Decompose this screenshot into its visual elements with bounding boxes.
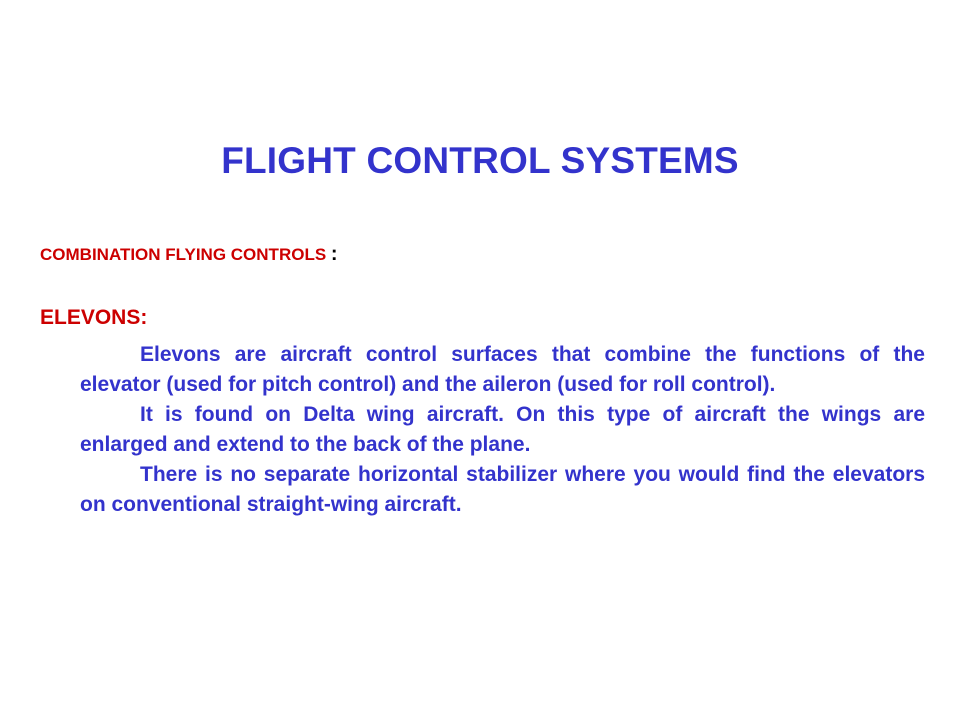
slide-title: FLIGHT CONTROL SYSTEMS (221, 140, 739, 181)
paragraph-1: Elevons are aircraft control surfaces that combine the functions of the elevator (used for pitch control) and the aileron (used for roll control). (80, 343, 925, 396)
section-colon: : (330, 243, 338, 265)
section-heading (40, 243, 338, 266)
paragraph-2: It is found on Delta wing aircraft. On this type of aircraft the wings are enlarged and extend to the back of the plane. (80, 403, 925, 456)
section-label: COMBINATION FLYING CONTROLS (40, 245, 327, 264)
subheading: ELEVONS: (40, 306, 148, 329)
body-text (80, 340, 925, 520)
paragraph-3: There is no separate horizontal stabilizer where you would find the elevators on conventional straight-wing aircraft. (80, 463, 925, 516)
